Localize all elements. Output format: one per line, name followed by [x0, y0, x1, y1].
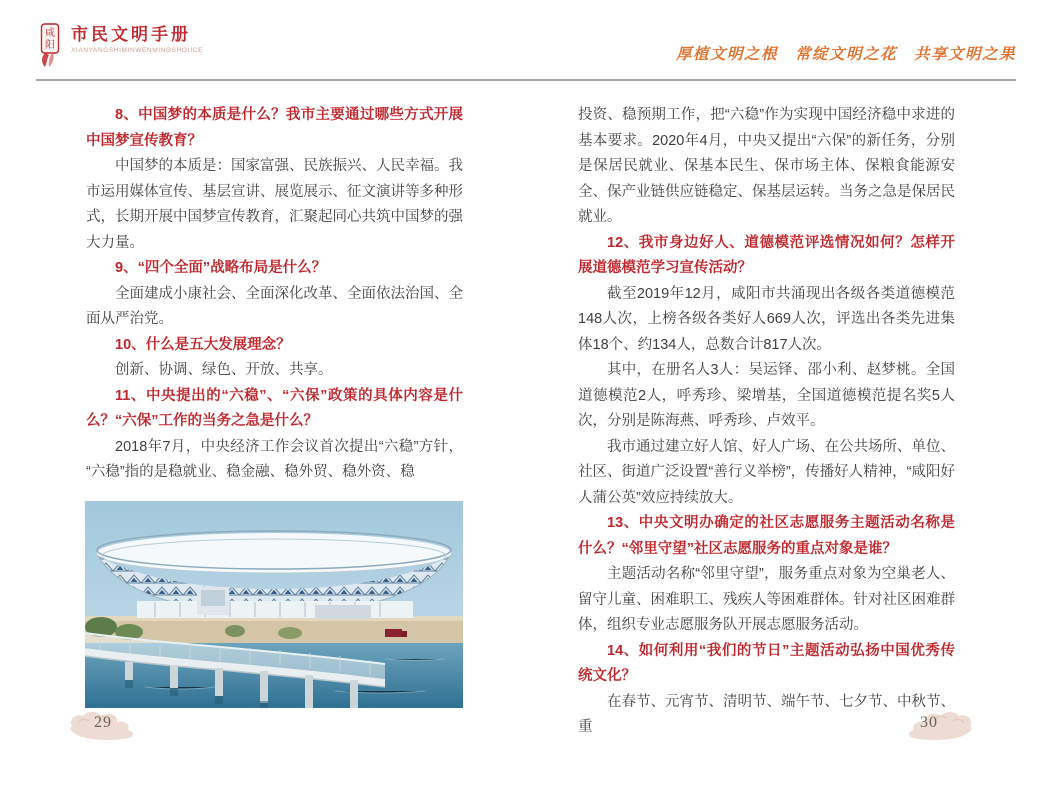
- logo-title: 市民文明手册: [71, 25, 191, 44]
- question-text: 9、“四个全面”战略布局是什么？: [115, 260, 327, 276]
- answer-text: 我市通过建立好人馆、好人广场、在公共场所、单位、社区、街道广泛设置“善行义举榜”，传播好人精神，“咸阳好人蒲公英”效应持续放大。: [578, 438, 955, 506]
- answer-text: 在春节、元宵节、清明节、端午节、七夕节、中秋节、重: [578, 693, 955, 735]
- question-text: 13、中央文明办确定的社区志愿服务主题活动名称是什么？“邻里守望”社区志愿服务的重点对象是谁？: [578, 515, 955, 557]
- header-divider: [36, 79, 1016, 81]
- answer-text: 截至2019年12月，咸阳市共涌现出各级各类道德模范148人次，上榜各级各类好人669人次，评选出各类先进集体18个、约134人，总数合计817人次。: [578, 285, 955, 353]
- answer-text: 2018年7月，中央经济工作会议首次提出“六稳”方针，“六稳”指的是稳就业、稳金融、稳外贸、稳外资、稳: [86, 438, 463, 480]
- page-number-right: [896, 710, 986, 742]
- logo-subtitle: XIANYANGSHIMINWENMINGSHOUCE: [71, 46, 204, 54]
- question-text: 12、我市身边好人、道德模范评选情况如何？怎样开展道德模范学习宣传活动？: [578, 234, 955, 276]
- page-number-value: 29: [94, 714, 112, 731]
- question-text: 11、中央提出的“六稳”、“六保”政策的具体内容是什么？“六保”工作的当务之急是什么？: [86, 387, 463, 429]
- logo: [38, 22, 203, 68]
- svg-text:咸: 咸: [45, 28, 55, 39]
- answer-text: 中国梦的本质是：国家富强、民族振兴、人民幸福。我市运用媒体宣传、基层宣讲、展览展示、征文演讲等多种形式，长期开展中国梦宣传教育，汇聚起同心共筑中国梦的强大力量。: [86, 158, 463, 251]
- answer-text: 全面建成小康社会、全面深化改革、全面依法治国、全面从严治党。: [86, 285, 463, 327]
- question-text: 8、中国梦的本质是什么？我市主要通过哪些方式开展中国梦宣传教育？: [86, 107, 463, 149]
- answer-text: 创新、协调、绿色、开放、共享。: [115, 362, 333, 378]
- answer-text: 其中，在册名人3人：吴运铎、邵小利、赵梦桃。全国道德模范2人，呼秀珍、梁增基，全国道德模范提名奖5人次，分别是陈海燕、呼秀珍、卢效平。: [578, 362, 955, 429]
- right-page-column: [578, 103, 955, 741]
- question-text: 14、如何利用“我们的节日”主题活动弘扬中国优秀传统文化？: [578, 642, 955, 684]
- page-number-left: [66, 710, 156, 742]
- answer-text: 主题活动名称“邻里守望”，服务重点对象为空巢老人、留守儿童、困难职工、残疾人等困难群体。针对社区困难群体，组织专业志愿服务队开展志愿服务活动。: [578, 566, 955, 633]
- question-text: 10、什么是五大发展理念？: [115, 336, 291, 353]
- seal-icon: [38, 22, 64, 68]
- answer-text: 投资、稳预期工作，把“六稳”作为实现中国经济稳中求进的基本要求。2020年4月，中央又提出“六保”的新任务，分别是保居民就业、保基本民生、保市场主体、保粮食能源安全、保产业链供应链稳定、保基层运转。当务之急是保居民就业。: [578, 107, 955, 225]
- page-number-value: 30: [920, 714, 938, 731]
- stadium-photo: [85, 501, 463, 708]
- svg-text:阳: 阳: [45, 40, 55, 51]
- stadium-photo-illustration: [85, 501, 463, 708]
- left-page-column: [86, 103, 463, 486]
- header-tagline: 厚植文明之根 常绽文明之花 共享文明之果: [675, 46, 1016, 63]
